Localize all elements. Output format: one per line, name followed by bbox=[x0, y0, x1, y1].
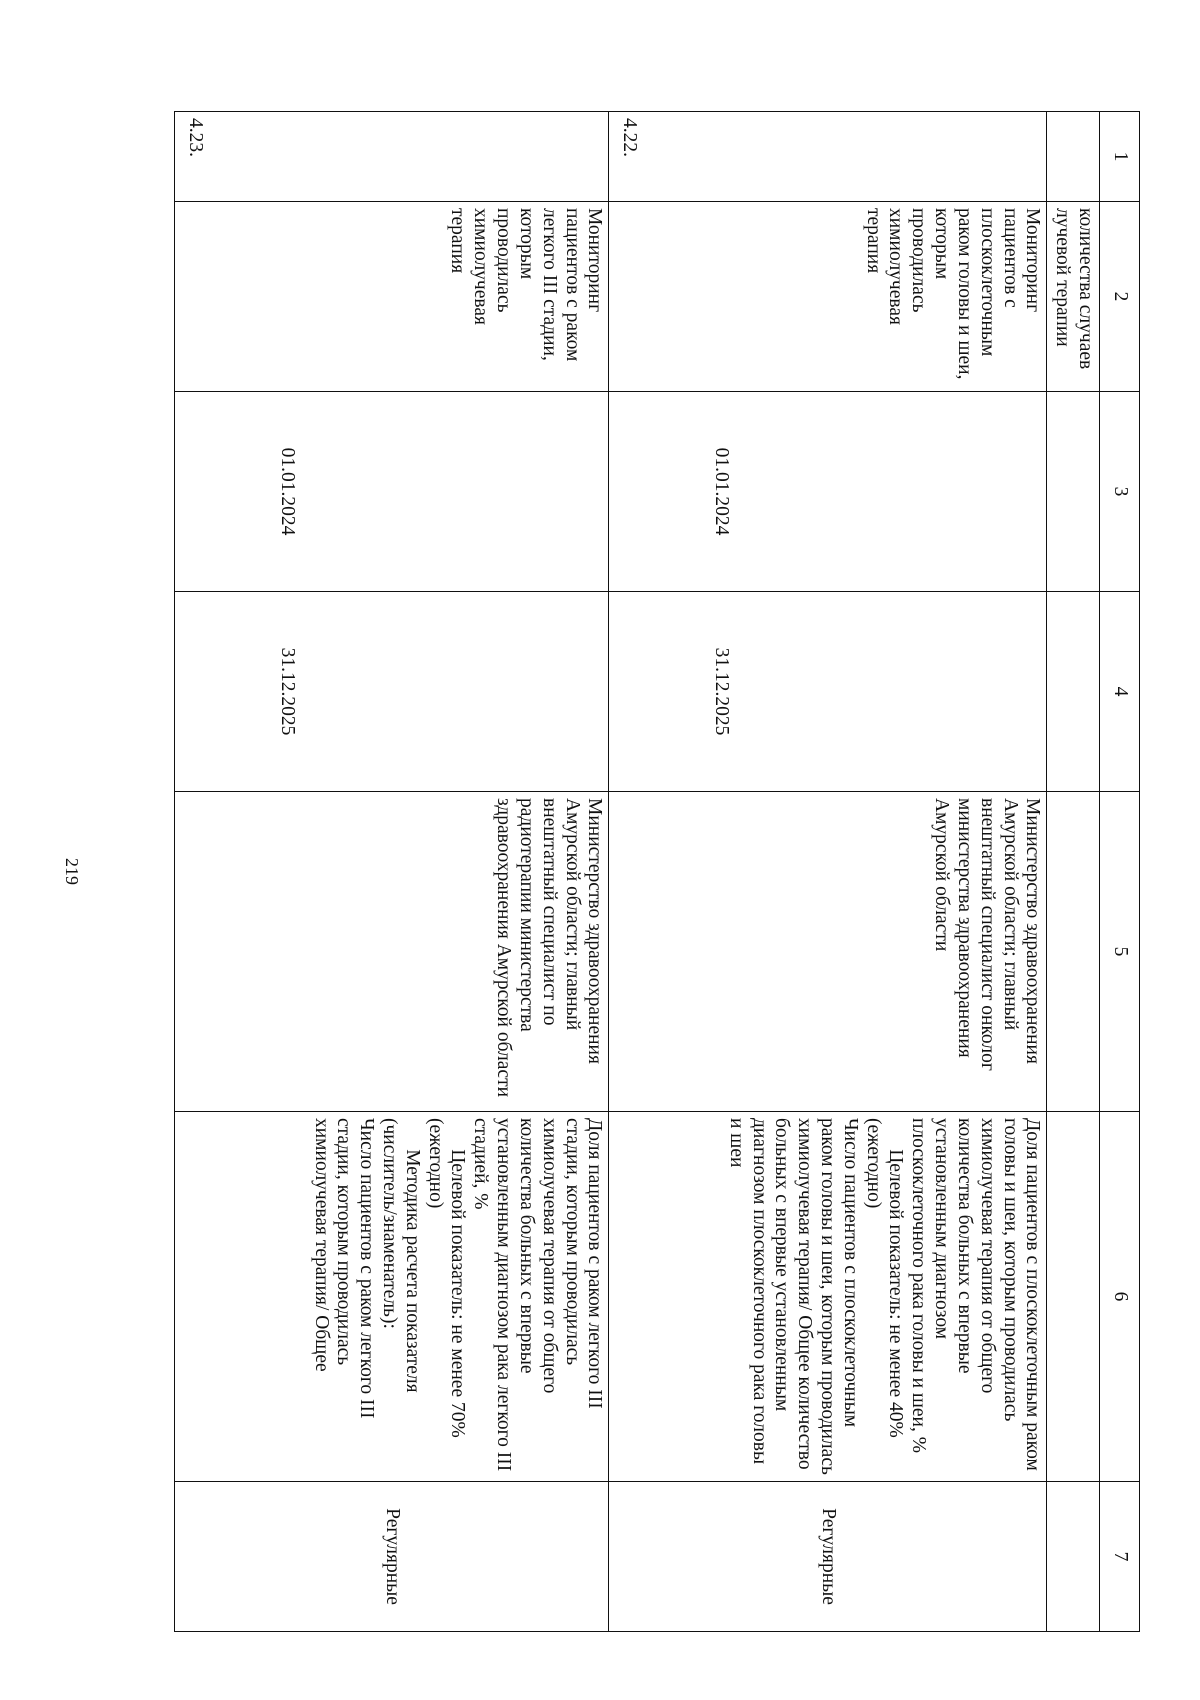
continuation-cell-6 bbox=[1047, 1112, 1100, 1482]
page-number: 219 bbox=[62, 858, 82, 885]
header-row bbox=[1100, 112, 1140, 1632]
responsible: Министерство здравоохранения Амурской области; главный внештатный специалист по радиотерапии министерства здравоохранения Амурской области bbox=[175, 792, 609, 1112]
continuation-cell-5 bbox=[1047, 792, 1100, 1112]
responsible: Министерство здравоохранения Амурской области; главный внештатный специалист онколог министерства здравоохранения Амурской области bbox=[609, 792, 1047, 1112]
continuation-cell-4 bbox=[1047, 592, 1100, 792]
col-header-5: 5 bbox=[1100, 792, 1140, 1112]
measure-name: Мониторинг пациентов с раком легкого III стадии, которым проводилась химиолучевая терапия bbox=[175, 202, 609, 392]
indicator-line: Целевой показатель: не менее 70% (ежегодно) bbox=[424, 1118, 469, 1438]
indicator-line: Доля пациентов с плоскоклеточным раком головы и шеи, которым проводилась химиолучевая терапия от общего количества больных с впервые установленным диагнозом плоскоклеточного рака головы и шеи, % bbox=[908, 1118, 1044, 1471]
continuation-row bbox=[1047, 112, 1100, 1632]
continuation-cell-3 bbox=[1047, 392, 1100, 592]
col-header-7: 7 bbox=[1100, 1482, 1140, 1632]
indicator-line: Методика расчета показателя (числитель/знаменатель): bbox=[379, 1118, 423, 1393]
indicator bbox=[175, 1112, 609, 1482]
start-date: 01.01.2024 bbox=[175, 392, 609, 592]
indicator-line: Число пациентов с раком легкого III стадии, которым проводилась химиолучевая терапия/ Общее bbox=[310, 1118, 378, 1419]
indicator-line: Доля пациентов с раком легкого III стадии, которым проводилась химиолучевая терапия от общего количества больных с впервые установленным диагнозом рака легкого III стадией, % bbox=[470, 1118, 606, 1472]
col-header-6: 6 bbox=[1100, 1112, 1140, 1482]
continuation-cell-7 bbox=[1047, 1482, 1100, 1632]
col-header-1: 1 bbox=[1100, 112, 1140, 202]
continuation-cell-1 bbox=[1047, 112, 1100, 202]
measure-name: Мониторинг пациентов с плоскоклеточным раком головы и шеи, которым проводилась химиолучевая терапия bbox=[609, 202, 1047, 392]
col-header-4: 4 bbox=[1100, 592, 1140, 792]
col-header-3: 3 bbox=[1100, 392, 1140, 592]
col-header-2: 2 bbox=[1100, 202, 1140, 392]
indicator bbox=[609, 1112, 1047, 1482]
row-number: 4.23. bbox=[175, 112, 609, 202]
table-row bbox=[175, 112, 609, 1632]
rotated-table-wrapper bbox=[180, 111, 1140, 1631]
indicator-line: Число пациентов с плоскоклеточным раком головы и шеи, которым проводилась химиолучевая терапия/ Общее количество больных с впервые установленным диагнозом плоскоклеточного рака головы и шеи bbox=[725, 1118, 861, 1475]
measures-table bbox=[174, 111, 1140, 1632]
end-date: 31.12.2025 bbox=[609, 592, 1047, 792]
periodicity: Регулярные bbox=[609, 1482, 1047, 1632]
continuation-cell-2: количества случаев лучевой терапии bbox=[1047, 202, 1100, 392]
indicator-line: Целевой показатель: не менее 40% (ежегодно) bbox=[862, 1118, 907, 1438]
row-number: 4.22. bbox=[609, 112, 1047, 202]
end-date: 31.12.2025 bbox=[175, 592, 609, 792]
periodicity: Регулярные bbox=[175, 1482, 609, 1632]
start-date: 01.01.2024 bbox=[609, 392, 1047, 592]
table-row bbox=[609, 112, 1047, 1632]
